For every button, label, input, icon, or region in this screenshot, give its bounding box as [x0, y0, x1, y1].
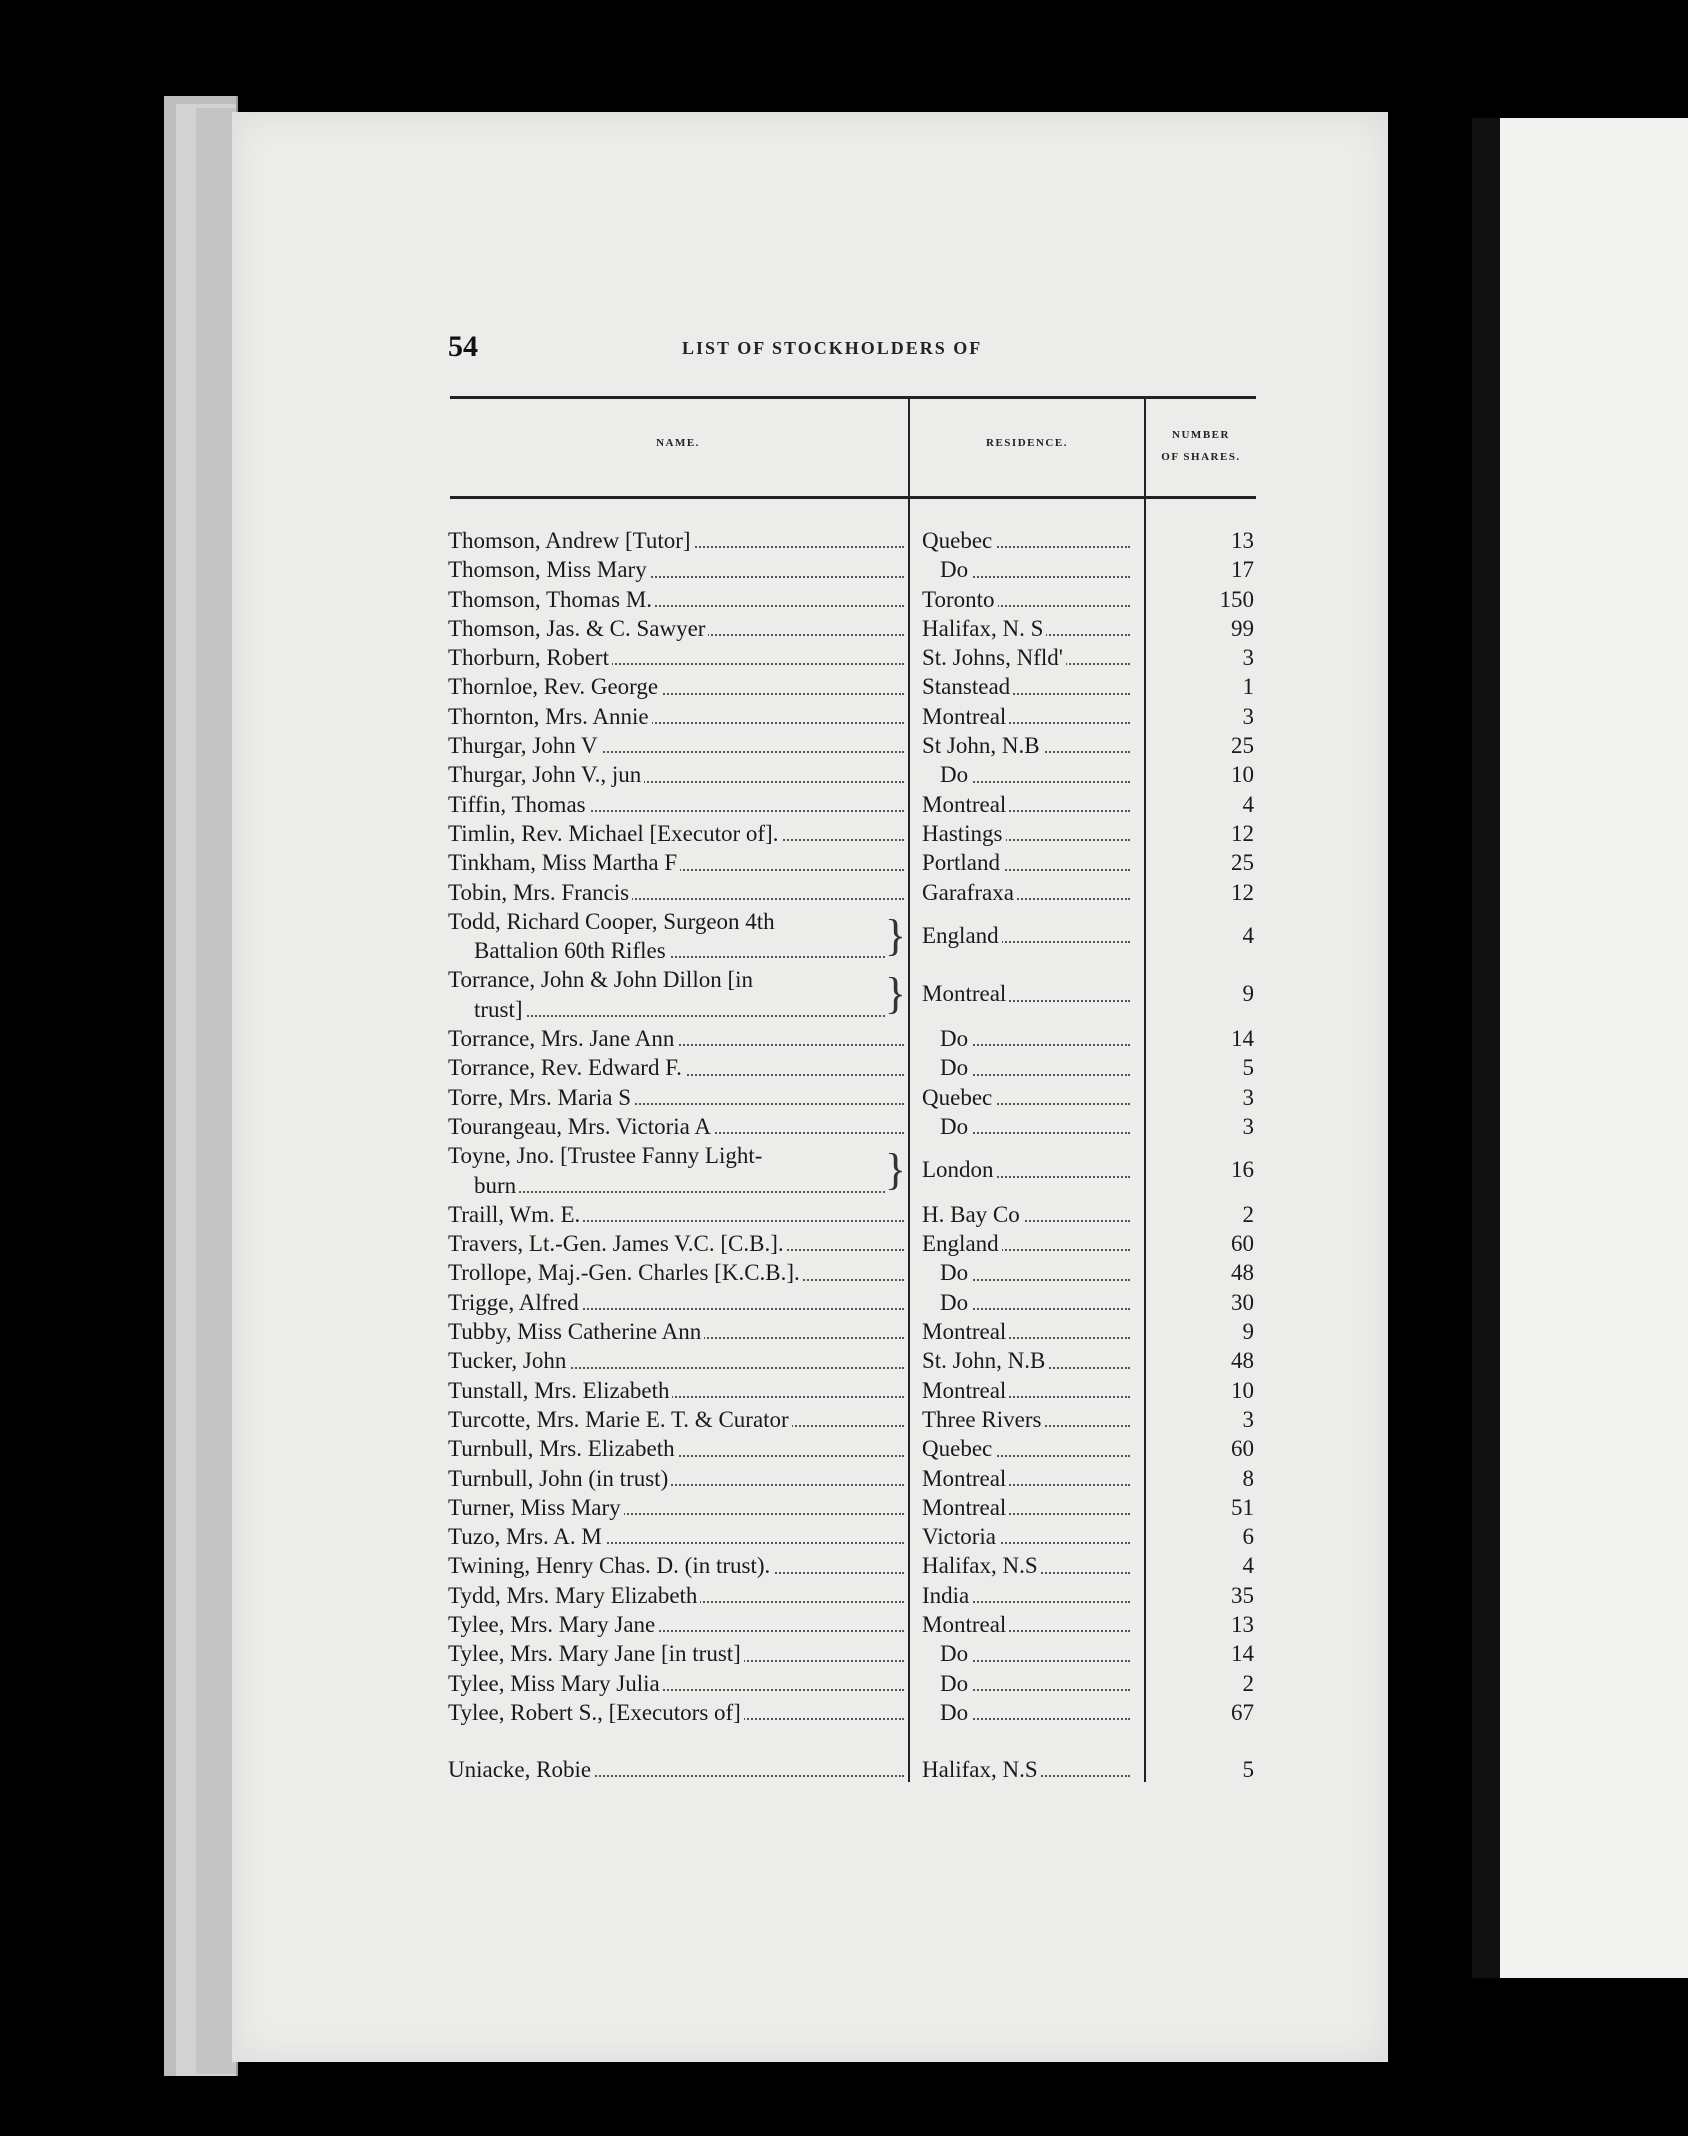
- name-text: Thomson, Jas. & C. Sawyer: [448, 616, 708, 641]
- stockholder-name: [448, 702, 908, 731]
- table-row: [448, 1024, 1256, 1053]
- residence: [922, 643, 1134, 672]
- residence-text: Do: [922, 1055, 971, 1080]
- name-text: Tunstall, Mrs. Elizabeth: [448, 1378, 672, 1403]
- shares-count: 10: [1231, 762, 1254, 788]
- shares-count: 17: [1231, 557, 1254, 583]
- header-shares-line1: NUMBER: [1172, 429, 1230, 441]
- residence: [922, 1610, 1134, 1639]
- residence-text: India: [922, 1583, 972, 1608]
- name-text: Thomson, Thomas M.: [448, 587, 655, 612]
- name-text: Tubby, Miss Catherine Ann: [448, 1319, 704, 1344]
- stockholder-name: [448, 760, 908, 789]
- shares-count: 4: [1242, 1553, 1254, 1579]
- name-text: Trigge, Alfred: [448, 1290, 582, 1315]
- shares-count: 9: [1242, 981, 1254, 1007]
- name-line: [448, 760, 908, 789]
- residence-text: St. John, N.B: [922, 1348, 1048, 1373]
- name-line: [448, 936, 908, 965]
- stockholder-name: [448, 1229, 908, 1258]
- stockholder-name: [448, 1405, 908, 1434]
- name-text: Turcotte, Mrs. Marie E. T. & Curator: [448, 1407, 792, 1432]
- name-line: [448, 672, 908, 701]
- shares-count: 12: [1231, 820, 1254, 846]
- name-line: [448, 1464, 908, 1493]
- shares-count: 16: [1231, 1157, 1254, 1183]
- residence-text: St John, N.B: [922, 733, 1043, 758]
- name-line: [448, 1171, 908, 1200]
- name-text: Thurgar, John V., jun: [448, 762, 644, 787]
- name-line: [448, 819, 908, 848]
- stockholder-name: [448, 1610, 908, 1639]
- table-row: [448, 526, 1256, 555]
- name-line: [448, 1551, 908, 1580]
- table-row: [448, 585, 1256, 614]
- shares-count: 13: [1231, 1611, 1254, 1637]
- residence-text: Montreal: [922, 1612, 1009, 1637]
- residence-text: Victoria: [922, 1524, 999, 1549]
- table-row: [448, 1053, 1256, 1082]
- residence-text: Halifax, N.S: [922, 1757, 1041, 1782]
- shares-count: 35: [1231, 1582, 1254, 1608]
- stockholder-name: [448, 1522, 908, 1551]
- residence-text: Montreal: [922, 981, 1009, 1006]
- facing-page: [1500, 118, 1688, 1978]
- brace-mark: }: [884, 1145, 906, 1195]
- table-row: [448, 672, 1256, 701]
- stockholder-name: [448, 1112, 908, 1141]
- residence: [922, 1346, 1134, 1375]
- shares-count: 25: [1231, 850, 1254, 876]
- stockholder-name: [448, 731, 908, 760]
- residence: [922, 1376, 1134, 1405]
- name-text: Toyne, Jno. [Trustee Fanny Light-: [448, 1143, 765, 1168]
- residence-text: England: [922, 1231, 1002, 1256]
- shares-count: 99: [1231, 615, 1254, 641]
- name-line: [448, 1610, 908, 1639]
- residence-text: Quebec: [922, 1436, 995, 1461]
- table-row: [448, 1141, 1256, 1200]
- residence: [922, 1024, 1134, 1053]
- stockholder-name: [448, 1581, 908, 1610]
- residence-text: Halifax, N.S: [922, 1553, 1041, 1578]
- residence-text: Do: [922, 1700, 971, 1725]
- stockholder-name: [448, 1288, 908, 1317]
- book-gutter: [1472, 118, 1500, 1978]
- name-text: Thomson, Andrew [Tutor]: [448, 528, 694, 553]
- name-text: trust]: [448, 997, 526, 1022]
- residence-text: Stanstead: [922, 674, 1013, 699]
- residence-text: Halifax, N. S: [922, 616, 1046, 641]
- residence: [922, 1229, 1134, 1258]
- residence-text: London: [922, 1157, 997, 1182]
- name-line: [448, 614, 908, 643]
- name-line: [448, 965, 908, 994]
- stockholder-name: [448, 585, 908, 614]
- shares-count: 150: [1219, 586, 1254, 612]
- residence: [922, 702, 1134, 731]
- name-text: Tydd, Mrs. Mary Elizabeth: [448, 1583, 700, 1608]
- shares-count: 4: [1242, 922, 1254, 948]
- stockholder-name: [448, 1669, 908, 1698]
- name-line: [448, 1698, 908, 1727]
- shares-count: 5: [1242, 1055, 1254, 1081]
- header-residence: RESIDENCE.: [986, 437, 1068, 449]
- residence: [922, 1434, 1134, 1463]
- residence: [922, 965, 1134, 1024]
- table-row: [448, 1698, 1256, 1727]
- stockholder-name: [448, 614, 908, 643]
- shares-count: 4: [1242, 791, 1254, 817]
- name-line: [448, 1669, 908, 1698]
- stockholder-name: [448, 1200, 908, 1229]
- shares-count: 13: [1231, 528, 1254, 553]
- stockholder-name: [448, 1317, 908, 1346]
- name-line: [448, 1434, 908, 1463]
- shares-count: 14: [1231, 1641, 1254, 1667]
- residence: [922, 1698, 1134, 1727]
- residence: [922, 614, 1134, 643]
- name-text: Turnbull, John (in trust): [448, 1466, 671, 1491]
- shares-count: 60: [1231, 1436, 1254, 1462]
- shares-count: 14: [1231, 1026, 1254, 1052]
- name-line: [448, 1053, 908, 1082]
- residence-text: Do: [922, 1290, 971, 1315]
- table-row: [448, 731, 1256, 760]
- table-row: [448, 643, 1256, 672]
- residence-text: Do: [922, 557, 971, 582]
- table-row: [448, 1522, 1256, 1551]
- header-shares-line2: OF SHARES.: [1161, 451, 1241, 463]
- name-line: [448, 1581, 908, 1610]
- name-line: [448, 1317, 908, 1346]
- residence-text: Montreal: [922, 1466, 1009, 1491]
- name-text: Tobin, Mrs. Francis: [448, 880, 632, 905]
- residence: [922, 526, 1134, 555]
- table-row: [448, 1229, 1256, 1258]
- residence: [922, 1288, 1134, 1317]
- stockholder-name: [448, 555, 908, 584]
- shares-count: 10: [1231, 1377, 1254, 1403]
- shares-count: 6: [1242, 1524, 1254, 1550]
- shares-count: 2: [1242, 1201, 1254, 1227]
- name-text: Battalion 60th Rifles: [448, 938, 669, 963]
- residence: [922, 1551, 1134, 1580]
- name-line: [448, 702, 908, 731]
- table-row: [448, 1258, 1256, 1287]
- residence: [922, 819, 1134, 848]
- name-line: [448, 1083, 908, 1112]
- name-text: Tucker, John: [448, 1348, 569, 1373]
- name-text: Thomson, Miss Mary: [448, 557, 650, 582]
- name-line: [448, 526, 908, 555]
- table-row: [448, 965, 1256, 1024]
- residence-text: Garafraxa: [922, 880, 1017, 905]
- stockholder-name: [448, 1464, 908, 1493]
- name-text: Thornton, Mrs. Annie: [448, 704, 652, 729]
- shares-count: 3: [1242, 1406, 1254, 1432]
- residence-text: Three Rivers: [922, 1407, 1044, 1432]
- shares-count: 67: [1231, 1699, 1254, 1725]
- residence: [922, 790, 1134, 819]
- table-row: [448, 1288, 1256, 1317]
- shares-count: 3: [1242, 1113, 1254, 1139]
- name-line: [448, 1200, 908, 1229]
- residence: [922, 1464, 1134, 1493]
- table-row: [448, 555, 1256, 584]
- name-line: [448, 848, 908, 877]
- name-line: [448, 995, 908, 1024]
- residence-text: Do: [922, 1114, 971, 1139]
- shares-count: 12: [1231, 879, 1254, 905]
- stockholder-name: [448, 1258, 908, 1287]
- residence: [922, 1200, 1134, 1229]
- name-line: [448, 555, 908, 584]
- name-line: [448, 1405, 908, 1434]
- residence: [922, 585, 1134, 614]
- name-text: Thorburn, Robert: [448, 645, 612, 670]
- shares-count: 3: [1242, 703, 1254, 729]
- residence-text: Montreal: [922, 792, 1009, 817]
- name-line: [448, 1493, 908, 1522]
- stockholder-name: [448, 848, 908, 877]
- table-row: [448, 1346, 1256, 1375]
- name-text: Tourangeau, Mrs. Victoria A: [448, 1114, 714, 1139]
- residence: [922, 1669, 1134, 1698]
- residence-text: Do: [922, 1260, 971, 1285]
- table-row: [448, 1112, 1256, 1141]
- stockholder-name: [448, 878, 908, 907]
- name-line: [448, 1522, 908, 1551]
- shares-count: 30: [1231, 1289, 1254, 1315]
- residence-text: Do: [922, 1671, 971, 1696]
- name-line: [448, 1639, 908, 1668]
- name-text: Twining, Henry Chas. D. (in trust).: [448, 1553, 773, 1578]
- table-row: [448, 1464, 1256, 1493]
- residence: [922, 848, 1134, 877]
- name-line: [448, 731, 908, 760]
- residence-text: Quebec: [922, 1085, 995, 1110]
- table-row: [448, 702, 1256, 731]
- shares-count: 60: [1231, 1231, 1254, 1257]
- name-line: [448, 790, 908, 819]
- stockholder-name: [448, 965, 908, 1024]
- stockholder-name: [448, 672, 908, 701]
- table-row: [448, 1639, 1256, 1668]
- residence-text: Montreal: [922, 704, 1009, 729]
- stockholder-name: [448, 819, 908, 848]
- name-text: Torrance, John & John Dillon [in: [448, 967, 756, 992]
- table-row: [448, 1434, 1256, 1463]
- name-text: Trollope, Maj.-Gen. Charles [K.C.B.].: [448, 1260, 803, 1285]
- stockholder-name: [448, 1434, 908, 1463]
- stockholder-name: [448, 1376, 908, 1405]
- table-top-rule: [450, 396, 1256, 399]
- residence-text: Do: [922, 1641, 971, 1666]
- stockholder-name: [448, 1551, 908, 1580]
- name-text: Tuzo, Mrs. A. M: [448, 1524, 605, 1549]
- stockholder-name: [448, 790, 908, 819]
- residence-text: Montreal: [922, 1319, 1009, 1344]
- running-title: LIST OF STOCKHOLDERS OF: [682, 338, 983, 358]
- table-row: [448, 1405, 1256, 1434]
- name-text: Uniacke, Robie: [448, 1757, 594, 1782]
- name-text: Tinkham, Miss Martha F: [448, 850, 680, 875]
- table-row: [448, 1376, 1256, 1405]
- table-row: [448, 907, 1256, 966]
- table-row: [448, 848, 1256, 877]
- stockholder-name: [448, 1083, 908, 1112]
- residence: [922, 1755, 1134, 1784]
- residence-text: Do: [922, 762, 971, 787]
- name-line: [448, 643, 908, 672]
- residence: [922, 672, 1134, 701]
- residence: [922, 1581, 1134, 1610]
- residence: [922, 1639, 1134, 1668]
- shares-count: 8: [1242, 1465, 1254, 1491]
- residence: [922, 907, 1134, 966]
- table-row: [448, 1610, 1256, 1639]
- page-number: 54: [448, 330, 478, 363]
- table-header-rule: [450, 496, 1256, 499]
- table-row: [448, 614, 1256, 643]
- table-row: [448, 1581, 1256, 1610]
- header-name: NAME.: [656, 437, 700, 449]
- stockholder-name: [448, 526, 908, 555]
- name-line: [448, 1141, 908, 1170]
- name-line: [448, 1755, 908, 1784]
- name-text: Turner, Miss Mary: [448, 1495, 624, 1520]
- name-text: Tylee, Mrs. Mary Jane [in trust]: [448, 1641, 744, 1666]
- table-row: [448, 1669, 1256, 1698]
- name-text: Tylee, Miss Mary Julia: [448, 1671, 663, 1696]
- name-text: Thornloe, Rev. George: [448, 674, 661, 699]
- table-row: [448, 1317, 1256, 1346]
- brace-mark: }: [884, 910, 906, 960]
- name-line: [448, 1112, 908, 1141]
- residence-text: Toronto: [922, 587, 998, 612]
- residence: [922, 1522, 1134, 1551]
- table-row: [448, 1755, 1256, 1784]
- name-text: Torrance, Mrs. Jane Ann: [448, 1026, 677, 1051]
- name-line: [448, 585, 908, 614]
- table-row: [448, 819, 1256, 848]
- residence: [922, 1053, 1134, 1082]
- residence: [922, 731, 1134, 760]
- residence: [922, 760, 1134, 789]
- residence: [922, 1405, 1134, 1434]
- shares-count: 2: [1242, 1670, 1254, 1696]
- residence-text: Quebec: [922, 528, 995, 553]
- name-text: Turnbull, Mrs. Elizabeth: [448, 1436, 678, 1461]
- shares-count: 51: [1231, 1494, 1254, 1520]
- stockholder-name: [448, 643, 908, 672]
- name-text: Thurgar, John V: [448, 733, 601, 758]
- brace-mark: }: [884, 969, 906, 1019]
- stockholder-name: [448, 1639, 908, 1668]
- table-row: [448, 1200, 1256, 1229]
- residence-text: Portland: [922, 850, 1003, 875]
- table-row: [448, 1551, 1256, 1580]
- stockholder-name: [448, 1755, 908, 1784]
- stockholder-name: [448, 1698, 908, 1727]
- name-text: Tylee, Mrs. Mary Jane: [448, 1612, 658, 1637]
- residence: [922, 1317, 1134, 1346]
- stockholder-name: [448, 1141, 908, 1200]
- residence: [922, 1083, 1134, 1112]
- name-text: Travers, Lt.-Gen. James V.C. [C.B.].: [448, 1231, 787, 1256]
- residence: [922, 1493, 1134, 1522]
- name-text: Tylee, Robert S., [Executors of]: [448, 1700, 744, 1725]
- residence-text: Hastings: [922, 821, 1006, 846]
- residence: [922, 878, 1134, 907]
- residence-text: Do: [922, 1026, 971, 1051]
- table-row: [448, 790, 1256, 819]
- name-text: Torrance, Rev. Edward F.: [448, 1055, 685, 1080]
- stockholder-list: [448, 526, 1256, 1784]
- name-text: burn: [448, 1173, 519, 1198]
- shares-count: 3: [1242, 1084, 1254, 1110]
- stockholder-name: [448, 1346, 908, 1375]
- name-line: [448, 878, 908, 907]
- stockholder-name: [448, 907, 908, 966]
- table-row: [448, 1493, 1256, 1522]
- shares-count: 48: [1231, 1260, 1254, 1286]
- residence-text: St. Johns, Nfld': [922, 645, 1066, 670]
- name-text: Timlin, Rev. Michael [Executor of].: [448, 821, 781, 846]
- stockholder-name: [448, 1493, 908, 1522]
- residence-text: England: [922, 923, 1002, 948]
- name-line: [448, 1024, 908, 1053]
- name-line: [448, 1229, 908, 1258]
- name-text: Tiffin, Thomas: [448, 792, 589, 817]
- shares-count: 3: [1242, 645, 1254, 671]
- name-line: [448, 907, 908, 936]
- table-row: [448, 1083, 1256, 1112]
- shares-count: 48: [1231, 1348, 1254, 1374]
- residence-text: Montreal: [922, 1378, 1009, 1403]
- name-text: Traill, Wm. E.: [448, 1202, 583, 1227]
- residence: [922, 1141, 1134, 1200]
- residence-text: H. Bay Co: [922, 1202, 1023, 1227]
- name-text: Todd, Richard Cooper, Surgeon 4th: [448, 909, 778, 934]
- stockholder-name: [448, 1024, 908, 1053]
- name-line: [448, 1258, 908, 1287]
- shares-count: 25: [1231, 733, 1254, 759]
- shares-count: 9: [1242, 1319, 1254, 1345]
- name-line: [448, 1346, 908, 1375]
- residence: [922, 555, 1134, 584]
- name-line: [448, 1376, 908, 1405]
- name-line: [448, 1288, 908, 1317]
- name-text: Torre, Mrs. Maria S: [448, 1085, 634, 1110]
- residence-text: Montreal: [922, 1495, 1009, 1520]
- table-row: [448, 878, 1256, 907]
- residence: [922, 1112, 1134, 1141]
- table-row: [448, 760, 1256, 789]
- shares-count: 1: [1242, 674, 1254, 700]
- shares-count: 5: [1242, 1757, 1254, 1783]
- residence: [922, 1258, 1134, 1287]
- stockholder-name: [448, 1053, 908, 1082]
